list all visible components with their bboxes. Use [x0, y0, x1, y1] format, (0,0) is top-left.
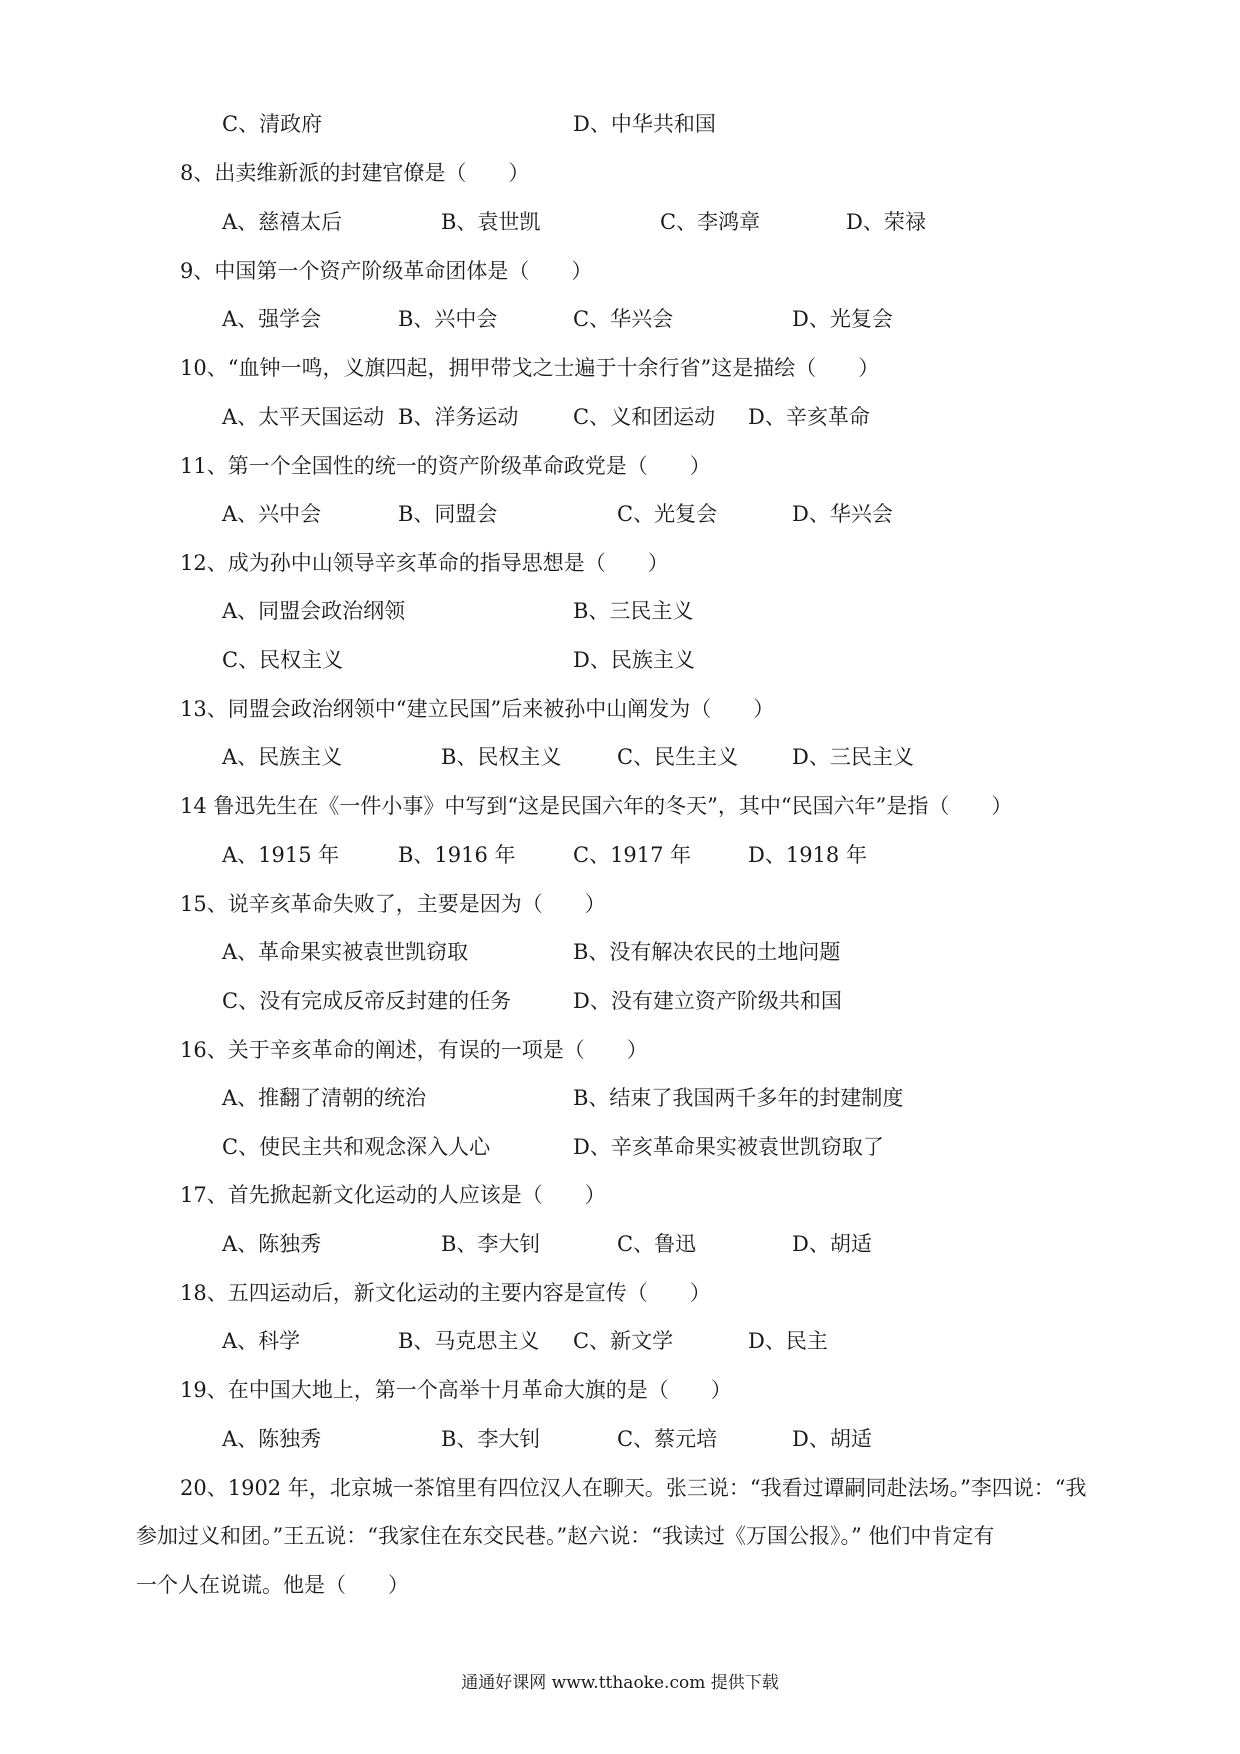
q10-stem: 10、“血钟一鸣，义旗四起，拥甲带戈之士遍于十余行省”这是描绘（ ） [180, 356, 880, 380]
q14-option-b: B、1916 年 [398, 843, 516, 867]
q14-stem: 14 鲁迅先生在《一件小事》中写到“这是民国六年的冬天”，其中“民国六年”是指（ ） [180, 794, 1013, 818]
q10-option-b: B、洋务运动 [398, 405, 519, 429]
q8-option-b: B、袁世凯 [441, 210, 541, 234]
q8-stem: 8、出卖维新派的封建官僚是（ ） [180, 161, 530, 185]
q14-option-c: C、1917 年 [573, 843, 692, 867]
q11-option-b: B、同盟会 [398, 502, 498, 526]
q20-line-2: 参加过义和团。”王五说：“我家住在东交民巷。”赵六说：“我读过《万国公报》。” 他们中肯定有 [136, 1524, 995, 1548]
q11-option-c: C、光复会 [617, 502, 718, 526]
q10-option-c: C、义和团运动 [573, 405, 716, 429]
q9-option-c: C、华兴会 [573, 307, 674, 331]
q13-option-c: C、民生主义 [617, 745, 739, 769]
page-footer: 通通好课网 www.tthaoke.com 提供下载 [461, 1673, 779, 1693]
q17-stem: 17、首先掀起新文化运动的人应该是（ ） [180, 1183, 606, 1207]
q10-option-a: A、太平天国运动 [222, 405, 385, 429]
q13-option-b: B、民权主义 [441, 745, 562, 769]
q12-option-a: A、同盟会政治纲领 [222, 599, 406, 623]
q7-option-c: C、清政府 [222, 112, 323, 136]
q12-stem: 12、成为孙中山领导辛亥革命的指导思想是（ ） [180, 551, 669, 575]
q9-option-b: B、兴中会 [398, 307, 498, 331]
q18-option-c: C、新文学 [573, 1329, 674, 1353]
q14-option-d: D、1918 年 [748, 843, 867, 867]
q15-option-a: A、革命果实被袁世凯窃取 [222, 940, 469, 964]
q11-stem: 11、第一个全国性的统一的资产阶级革命政党是（ ） [180, 454, 711, 478]
q17-option-a: A、陈独秀 [222, 1232, 322, 1256]
q9-option-d: D、光复会 [792, 307, 893, 331]
q16-option-d: D、辛亥革命果实被袁世凯窃取了 [573, 1135, 884, 1159]
q19-option-b: B、李大钊 [441, 1427, 541, 1451]
q19-option-d: D、胡适 [792, 1427, 872, 1451]
q15-option-d: D、没有建立资产阶级共和国 [573, 989, 842, 1013]
q15-option-b: B、没有解决农民的土地问题 [573, 940, 841, 964]
q20-line-3: 一个人在说谎。他是（ ） [136, 1573, 409, 1597]
q7-option-d: D、中华共和国 [573, 112, 716, 136]
q17-option-c: C、鲁迅 [617, 1232, 697, 1256]
q8-option-d: D、荣禄 [846, 210, 926, 234]
q16-option-c: C、使民主共和观念深入人心 [222, 1135, 491, 1159]
q18-option-b: B、马克思主义 [398, 1329, 540, 1353]
q9-option-a: A、强学会 [222, 307, 322, 331]
q15-option-c: C、没有完成反帝反封建的任务 [222, 989, 512, 1013]
q12-option-d: D、民族主义 [573, 648, 695, 672]
q16-option-b: B、结束了我国两千多年的封建制度 [573, 1086, 904, 1110]
q18-stem: 18、五四运动后，新文化运动的主要内容是宣传（ ） [180, 1281, 711, 1305]
q18-option-d: D、民主 [748, 1329, 828, 1353]
q17-option-d: D、胡适 [792, 1232, 872, 1256]
q12-option-c: C、民权主义 [222, 648, 344, 672]
q19-stem: 19、在中国大地上，第一个高举十月革命大旗的是（ ） [180, 1378, 732, 1402]
q16-option-a: A、推翻了清朝的统治 [222, 1086, 427, 1110]
q8-option-a: A、慈禧太后 [222, 210, 343, 234]
q17-option-b: B、李大钊 [441, 1232, 541, 1256]
q14-option-a: A、1915 年 [222, 843, 340, 867]
q12-option-b: B、三民主义 [573, 599, 694, 623]
q15-stem: 15、说辛亥革命失败了，主要是因为（ ） [180, 892, 606, 916]
q11-option-d: D、华兴会 [792, 502, 893, 526]
q13-option-a: A、民族主义 [222, 745, 343, 769]
q18-option-a: A、科学 [222, 1329, 301, 1353]
q10-option-d: D、辛亥革命 [748, 405, 870, 429]
q9-stem: 9、中国第一个资产阶级革命团体是（ ） [180, 259, 593, 283]
q19-option-c: C、蔡元培 [617, 1427, 718, 1451]
q19-option-a: A、陈独秀 [222, 1427, 322, 1451]
q13-stem: 13、同盟会政治纲领中“建立民国”后来被孙中山阐发为（ ） [180, 697, 775, 721]
q8-option-c: C、李鸿章 [660, 210, 761, 234]
q13-option-d: D、三民主义 [792, 745, 914, 769]
q16-stem: 16、关于辛亥革命的阐述，有误的一项是（ ） [180, 1038, 648, 1062]
q11-option-a: A、兴中会 [222, 502, 322, 526]
q20-line-1: 20、1902 年，北京城一茶馆里有四位汉人在聊天。张三说：“我看过谭嗣同赴法场。”李四说：“我 [180, 1476, 1087, 1500]
